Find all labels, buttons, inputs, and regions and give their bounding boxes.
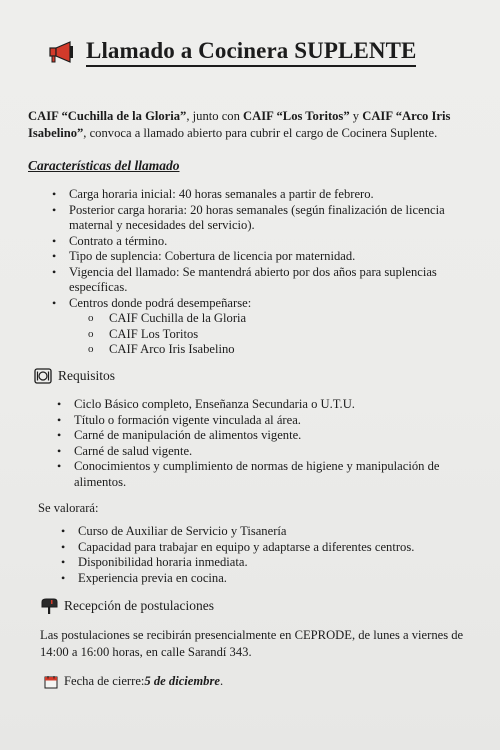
list-item: • Capacidad para trabajar en equipo y adaptarse a diferentes centros. bbox=[78, 540, 458, 556]
centro-item: o CAIF Arco Iris Isabelino bbox=[69, 342, 459, 358]
intro-text-2: y bbox=[349, 109, 363, 123]
intro-caif-2: CAIF “Los Toritos” bbox=[243, 109, 350, 123]
title-row bbox=[48, 34, 458, 70]
intro-paragraph bbox=[28, 108, 473, 142]
intro-caif-1: CAIF “Cuchilla de la Gloria” bbox=[28, 109, 187, 123]
postulaciones-text: Las postulaciones se recibirán presencialmente en CEPRODE, de lunes a viernes de 14:00 a 16:00 horas, en calle Sarandí 343. bbox=[40, 628, 464, 659]
valorara-list bbox=[78, 524, 458, 586]
plate-cutlery-icon bbox=[34, 368, 52, 384]
intro-text-3: , convoca a llamado abierto para cubrir el cargo de Cocinera Suplente. bbox=[83, 126, 438, 140]
list-item: • Carga horaria inicial: 40 horas semanales a partir de febrero. bbox=[69, 187, 459, 203]
list-item: • Posterior carga horaria: 20 horas semanales (según finalización de licencia maternal y necesidades del servicio). bbox=[69, 203, 459, 234]
calendar-icon bbox=[44, 675, 58, 689]
list-item: • Vigencia del llamado: Se mantendrá abierto por dos años para suplencias específicas. bbox=[69, 265, 459, 296]
megaphone-icon bbox=[48, 41, 76, 63]
requisitos-heading-row bbox=[34, 368, 115, 384]
caracteristicas-heading: Características del llamado bbox=[28, 158, 180, 173]
fecha-cierre-row bbox=[44, 674, 223, 689]
requisitos-section bbox=[74, 397, 459, 490]
list-item: • Contrato a término. bbox=[69, 234, 459, 250]
list-item: • Ciclo Básico completo, Enseñanza Secundaria o U.T.U. bbox=[74, 397, 459, 413]
centro-item: o CAIF Los Toritos bbox=[69, 327, 459, 343]
list-item: • Tipo de suplencia: Cobertura de licencia por maternidad. bbox=[69, 249, 459, 265]
valorara-label: Se valorará: bbox=[38, 501, 99, 515]
fecha-cierre-date: 5 de diciembre bbox=[144, 674, 220, 688]
list-item: • Carné de manipulación de alimentos vigente. bbox=[74, 428, 459, 444]
page-title: Llamado a Cocinera SUPLENTE bbox=[86, 37, 416, 67]
list-item: • Experiencia previa en cocina. bbox=[78, 571, 458, 587]
postulaciones-heading: Recepción de postulaciones bbox=[64, 598, 214, 613]
fecha-cierre-label: Fecha de cierre: bbox=[64, 674, 145, 688]
fecha-cierre-end: . bbox=[219, 674, 224, 688]
intro-text-1: , junto con bbox=[186, 109, 244, 123]
list-item: • Conocimientos y cumplimiento de normas de higiene y manipulación de alimentos. bbox=[74, 459, 459, 490]
valorara-section bbox=[78, 524, 458, 586]
postulaciones-heading-row bbox=[40, 598, 214, 614]
mailbox-icon bbox=[40, 598, 58, 614]
list-item: • Título o formación vigente vinculada al área. bbox=[74, 413, 459, 429]
list-item: • Carné de salud vigente. bbox=[74, 444, 459, 460]
list-item: • Curso de Auxiliar de Servicio y Tisanería bbox=[78, 524, 458, 540]
caracteristicas-section bbox=[69, 187, 459, 358]
requisitos-heading: Requisitos bbox=[58, 368, 116, 383]
caracteristicas-list bbox=[69, 187, 459, 311]
centros-list bbox=[69, 311, 459, 358]
list-item: • Disponibilidad horaria inmediata. bbox=[78, 555, 458, 571]
centro-item: o CAIF Cuchilla de la Gloria bbox=[69, 311, 459, 327]
list-item: • Centros donde podrá desempeñarse: bbox=[69, 296, 459, 312]
intro-caif-3: CAIF “Arco Iris Isabelino” bbox=[28, 109, 451, 140]
requisitos-list bbox=[74, 397, 459, 490]
